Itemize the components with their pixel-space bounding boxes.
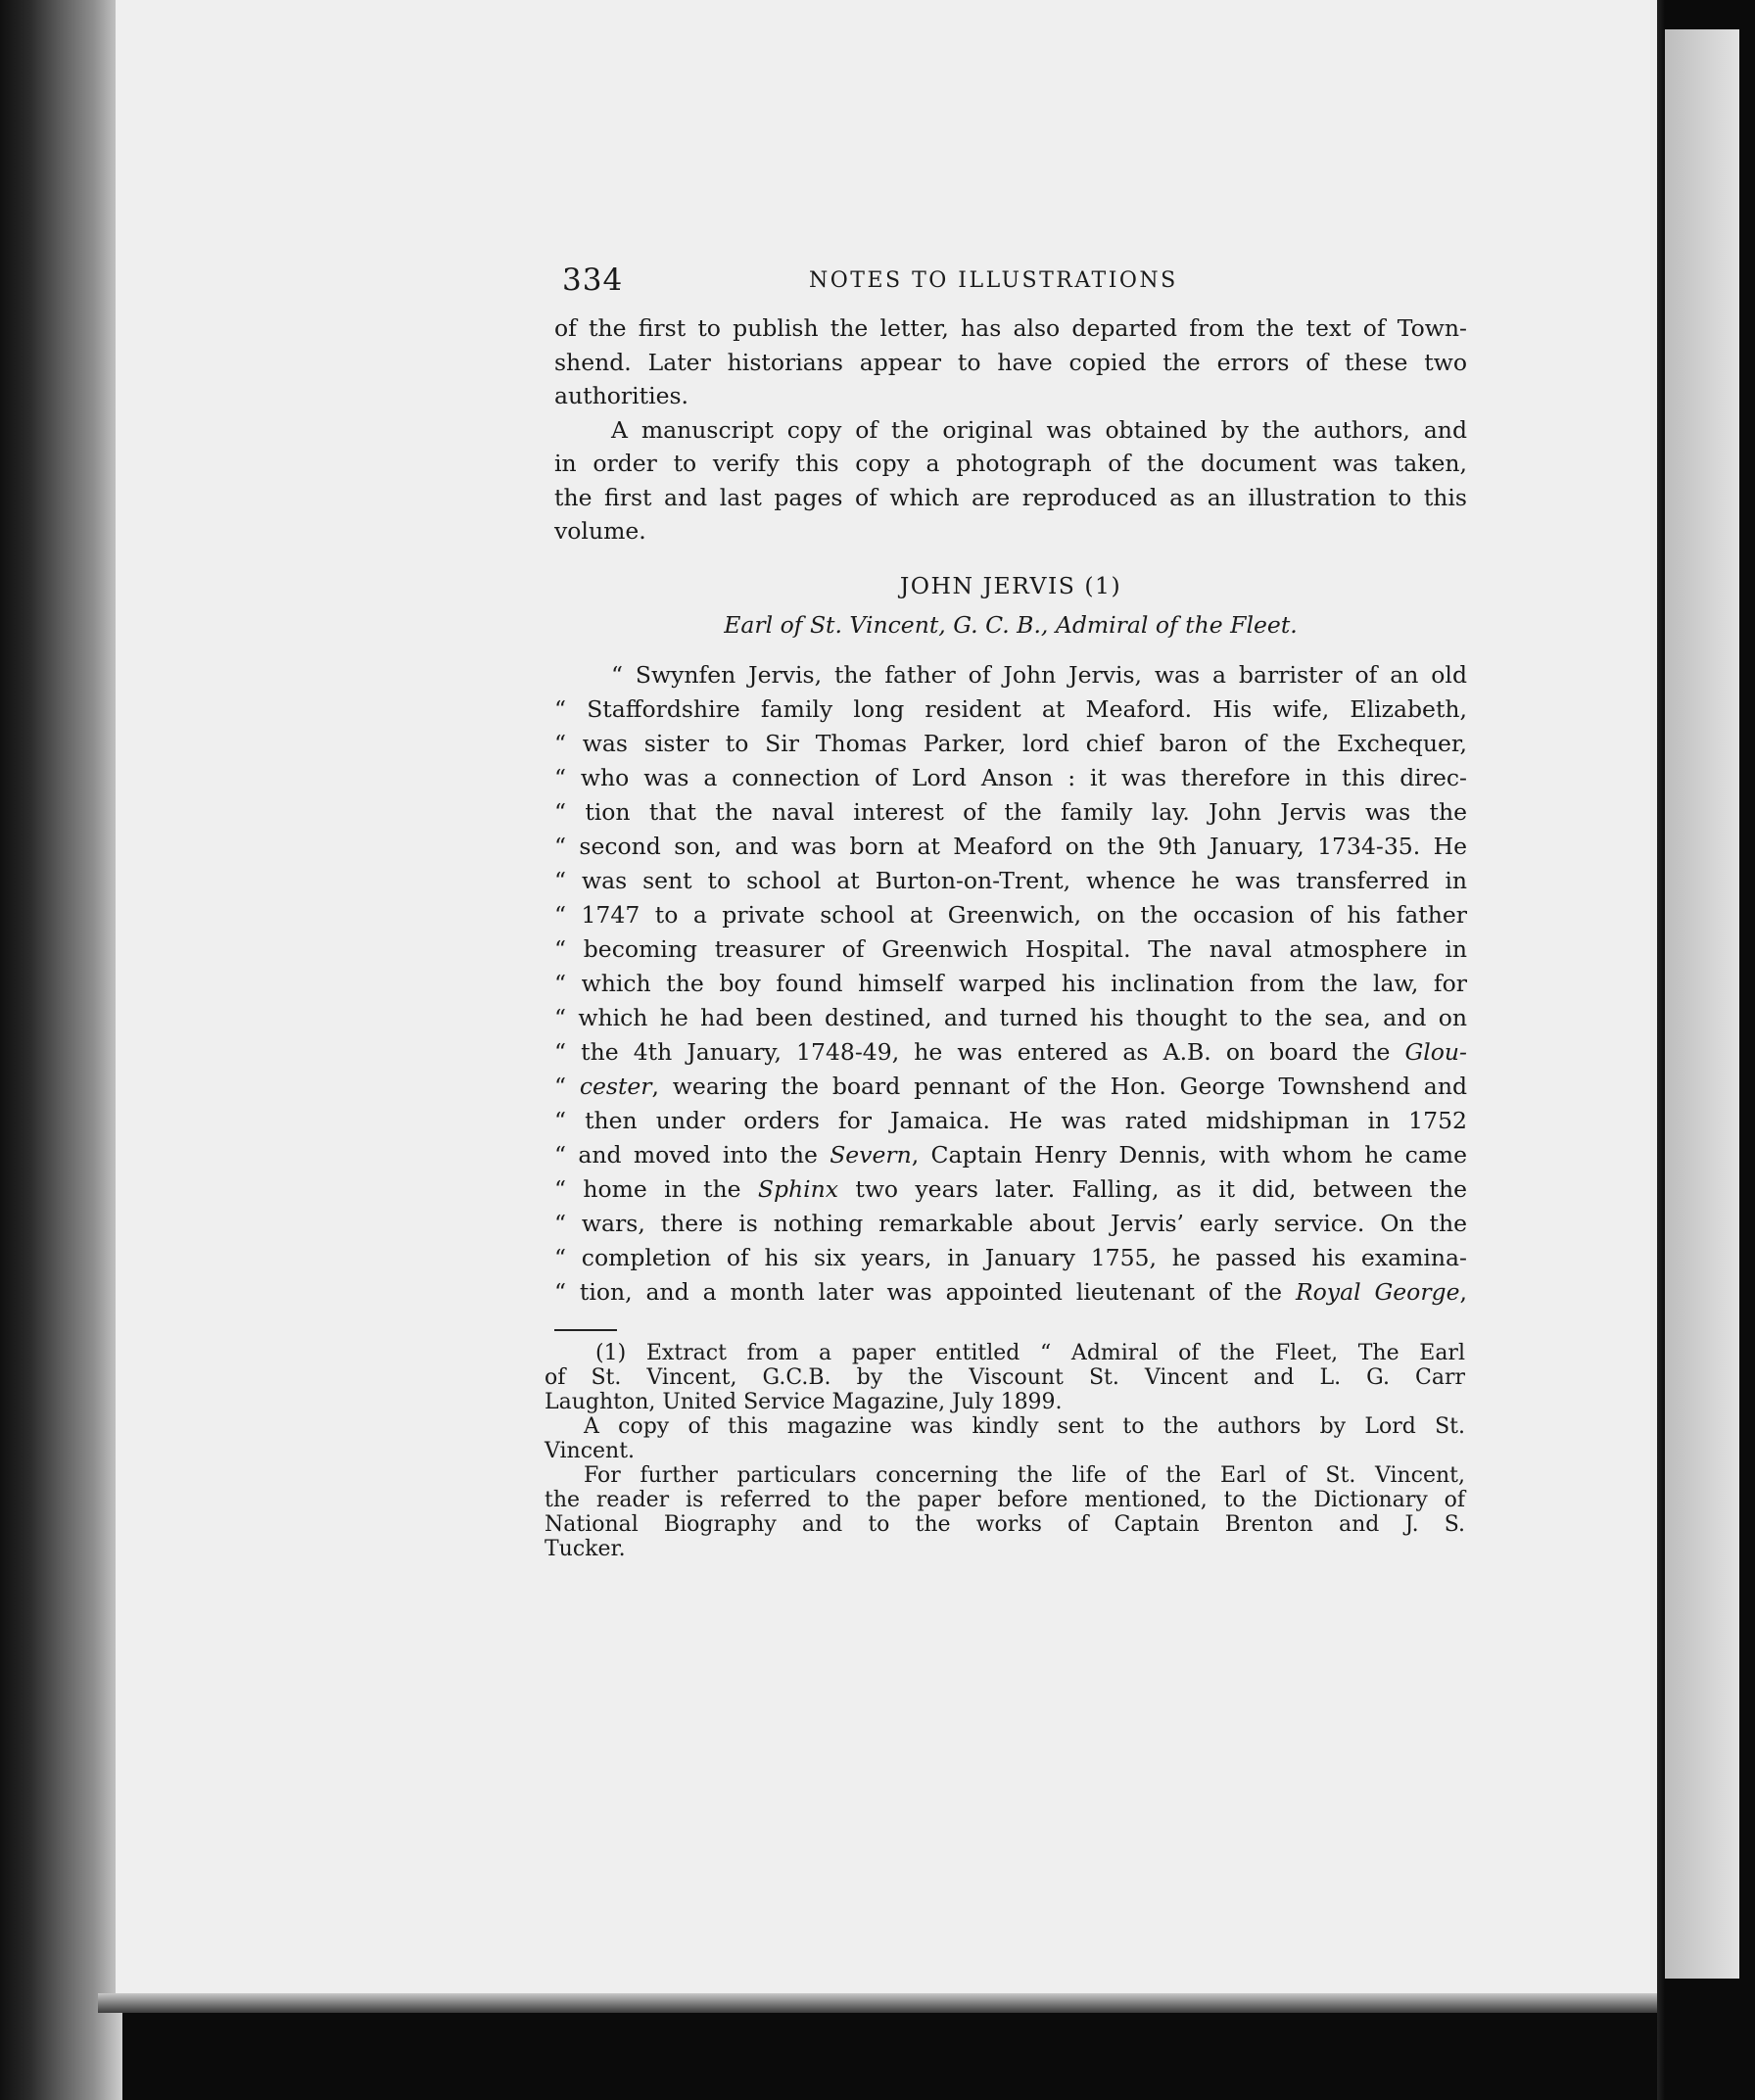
footnote-rule [554,1329,617,1331]
quote-line: “ second son, and was born at Meaford on the 9th January, 1734-35. He [554,832,1467,860]
footnote-line: Tucker. [545,1536,626,1561]
footnote-line: A copy of this magazine was kindly sent to the authors by Lord St. [584,1413,1465,1439]
footnote-line: the reader is referred to the paper before mentioned, to the Dictionary of [545,1487,1465,1512]
text-line: of the first to publish the letter, has also departed from the text of Town- [554,314,1467,342]
quote-line: “ Swynfen Jervis, the father of John Jervis, was a barrister of an old [611,660,1467,689]
quote-line-text: “ home in the [554,1174,758,1203]
quote-line: “ wars, there is nothing remarkable about Jervis’ early service. On the [554,1209,1467,1237]
quote-line: “ which he had been destined, and turned his thought to the sea, and on [554,1003,1467,1031]
quote-line-text: “ the 4th January, 1748-49, he was entered as A.B. on board the [554,1037,1405,1066]
quote-line: “ was sister to Sir Thomas Parker, lord chief baron of the Exchequer, [554,729,1467,757]
running-title: NOTES TO ILLUSTRATIONS [809,268,1178,293]
text-line: volume. [554,517,646,545]
quote-line: “ becoming treasurer of Greenwich Hospital. The naval atmosphere in [554,934,1467,963]
text-line: the first and last pages of which are reproduced as an illustration to this [554,483,1467,511]
quote-line: “ which the boy found himself warped his inclination from the law, for [554,969,1467,997]
quote-line [554,1275,1467,1310]
ship-name-italic: cester [579,1072,652,1100]
text-line: in order to verify this copy a photograph of the document was taken, [554,450,1467,477]
text-line: authorities. [554,382,689,409]
quote-line-text: , Captain Henry Dennis, with whom he came [911,1140,1467,1169]
ship-name-italic: Royal George [1295,1277,1460,1306]
quote-line: “ Staffordshire family long resident at Meaford. His wife, Elizabeth, [554,694,1467,723]
footnote-line: For further particulars concerning the life of the Earl of St. Vincent, [584,1462,1465,1488]
quote-line-text: “ [554,1072,580,1100]
ship-name-italic: Glou- [1404,1037,1467,1066]
footnote-line: (1) Extract from a paper entitled “ Admiral of the Fleet, The Earl [595,1340,1465,1365]
book-gutter-shadow [0,0,122,2100]
text-line: shend. Later historians appear to have copied the errors of these two [554,348,1467,376]
page-content [545,262,1467,1561]
quote-line [554,1172,1467,1207]
quote-line [554,1070,1467,1104]
page-bottom-edge [98,1993,1665,2013]
footnote-line: Vincent. [545,1438,636,1463]
next-page-edge [1665,29,1739,1979]
ship-name-italic: Severn [830,1140,912,1169]
quote-line-text: , wearing the board pennant of the Hon. George Townshend and [651,1072,1467,1100]
quote-line [554,1035,1467,1070]
quote-line [554,1138,1467,1172]
footnote-line: Laughton, United Service Magazine, July 1899. [545,1389,1063,1414]
quote-line: “ then under orders for Jamaica. He was rated midshipman in 1752 [554,1106,1467,1134]
running-head [554,262,1467,302]
paragraph-continuation [554,311,1467,413]
quote-line-text: , [1459,1277,1467,1306]
quote-line-text: “ tion, and a month later was appointed lieutenant of the [554,1277,1296,1306]
paragraph-manuscript [554,413,1467,549]
section-title: JOHN JERVIS (1) [899,571,1122,599]
quote-line: “ 1747 to a private school at Greenwich, on the occasion of his father [554,900,1467,929]
quotation-block [554,658,1467,1310]
quote-line: “ completion of his six years, in January 1755, he passed his examina- [554,1243,1467,1271]
footnotes [545,1341,1465,1561]
ship-name-italic: Sphinx [757,1174,839,1203]
quote-line-text: two years later. Falling, as it did, between the [838,1174,1467,1203]
quote-line: “ tion that the naval interest of the family lay. John Jervis was the [554,797,1467,826]
quote-line: “ was sent to school at Burton-on-Trent, whence he was transferred in [554,866,1467,894]
quote-line: “ who was a connection of Lord Anson : it was therefore in this direc- [554,763,1467,791]
section-subtitle: Earl of St. Vincent, G. C. B., Admiral of the Fleet. [724,610,1298,639]
footnote-line: of St. Vincent, G.C.B. by the Viscount St. Vincent and L. G. Carr [545,1364,1465,1390]
text-line: A manuscript copy of the original was obtained by the authors, and [611,415,1467,444]
footnote-line: National Biography and to the works of Captain Brenton and J. S. [545,1511,1465,1537]
page-number: 334 [562,262,624,298]
quote-line-text: “ and moved into the [554,1140,830,1169]
